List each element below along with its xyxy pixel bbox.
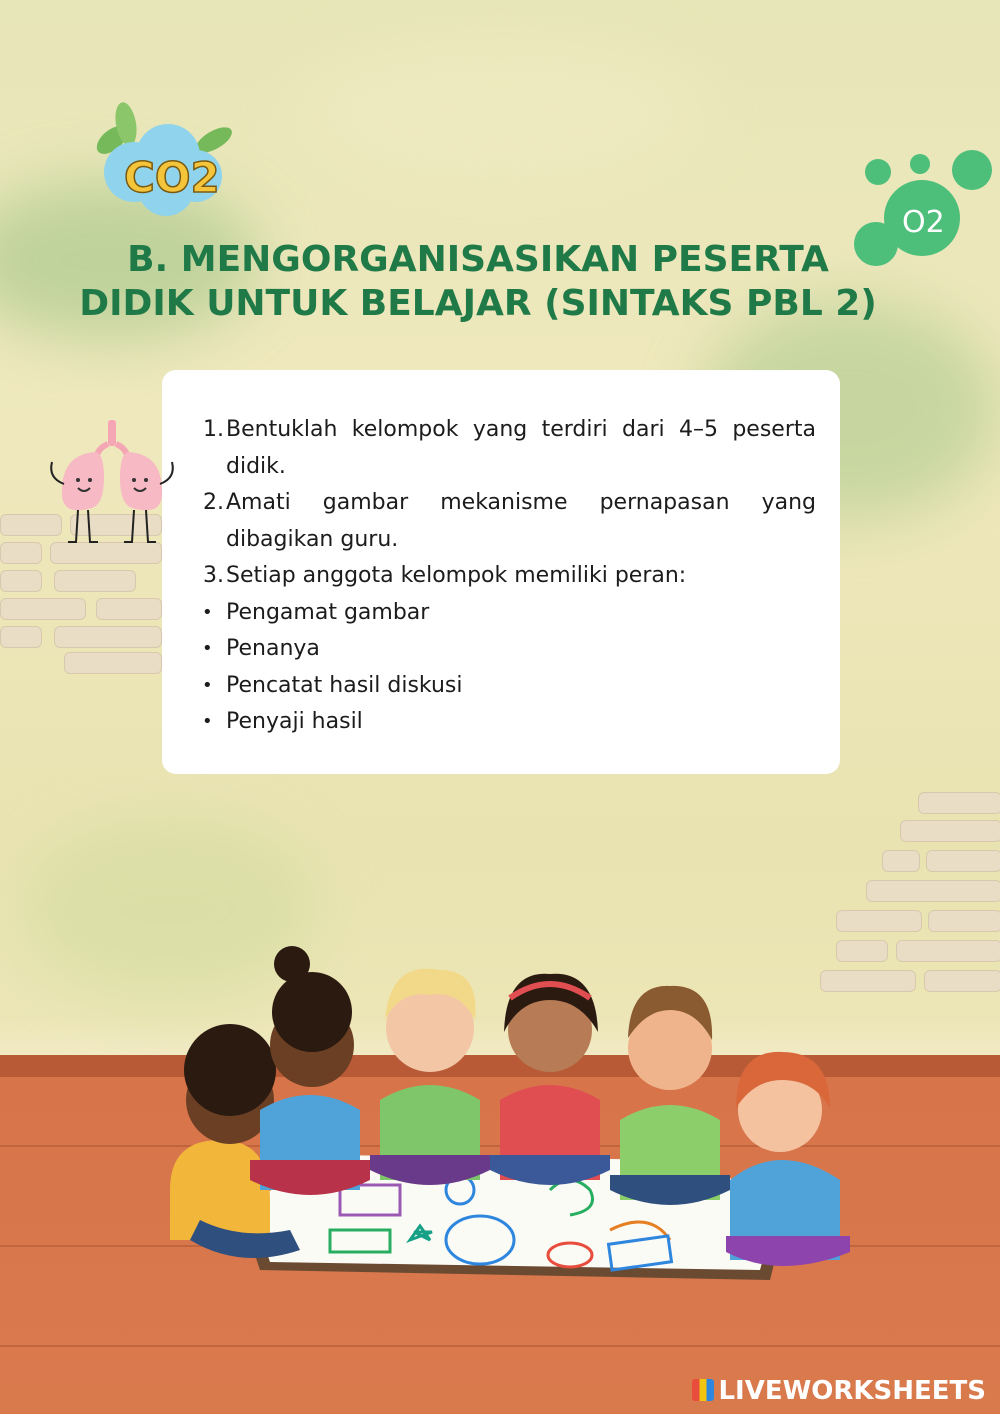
- role-item: [200, 704, 816, 741]
- role-item-text: Pencatat hasil diskusi: [226, 672, 463, 698]
- brick: [54, 626, 162, 648]
- brick: [924, 970, 1000, 992]
- brick: [0, 598, 86, 620]
- list-item-text: Bentuklah kelompok yang terdiri dari 4–5 peserta didik.: [226, 417, 816, 479]
- bullet-marker: •: [202, 674, 213, 696]
- brick: [926, 850, 1000, 872]
- role-item: [200, 668, 816, 705]
- co2-label: CO2: [124, 153, 220, 202]
- role-item: [200, 631, 816, 668]
- brick: [0, 542, 42, 564]
- instruction-list: [200, 412, 816, 741]
- liveworksheets-logo: [692, 1376, 986, 1406]
- list-item-text: Setiap anggota kelompok memiliki peran:: [226, 563, 687, 588]
- list-marker: 3.: [203, 563, 224, 588]
- brick: [882, 850, 920, 872]
- bullet-marker: •: [202, 711, 213, 732]
- list-item-text: Amati gambar mekanisme pernapasan yang dibagikan guru.: [226, 490, 816, 552]
- title-line-1: B. MENGORGANISASIKAN PESERTA: [127, 239, 829, 280]
- page-title: [0, 238, 956, 326]
- role-item-text: Pengamat gambar: [226, 599, 430, 625]
- bullet-marker: •: [202, 601, 213, 623]
- brick: [836, 910, 922, 932]
- list-item: [200, 412, 816, 485]
- brick: [64, 652, 162, 674]
- liveworksheets-mark-icon: [692, 1379, 714, 1401]
- role-item-text: Penanya: [226, 636, 320, 661]
- brick: [896, 940, 1000, 962]
- brick: [96, 598, 162, 620]
- brick: [0, 626, 42, 648]
- brick: [54, 570, 136, 592]
- brick: [928, 910, 1000, 932]
- brick: [900, 820, 1000, 842]
- list-item: [200, 558, 816, 595]
- lungs-character-icon: [42, 418, 182, 552]
- brick: [0, 570, 42, 592]
- bullet-marker: •: [202, 638, 213, 659]
- list-marker: 2.: [203, 490, 224, 515]
- title-line-2: DIDIK UNTUK BELAJAR (SINTAKS PBL 2): [79, 283, 877, 324]
- role-item-text: Penyaji hasil: [226, 709, 363, 734]
- liveworksheets-logo-text: LIVEWORKSHEETS: [718, 1376, 986, 1406]
- brick: [918, 792, 1000, 814]
- co2-cloud-icon: [84, 100, 240, 220]
- o2-label: O2: [902, 205, 945, 240]
- list-marker: 1.: [203, 417, 224, 442]
- children-drawing-illustration: [130, 940, 870, 1310]
- role-item: [200, 595, 816, 632]
- brick: [866, 880, 1000, 902]
- list-item: [200, 485, 816, 558]
